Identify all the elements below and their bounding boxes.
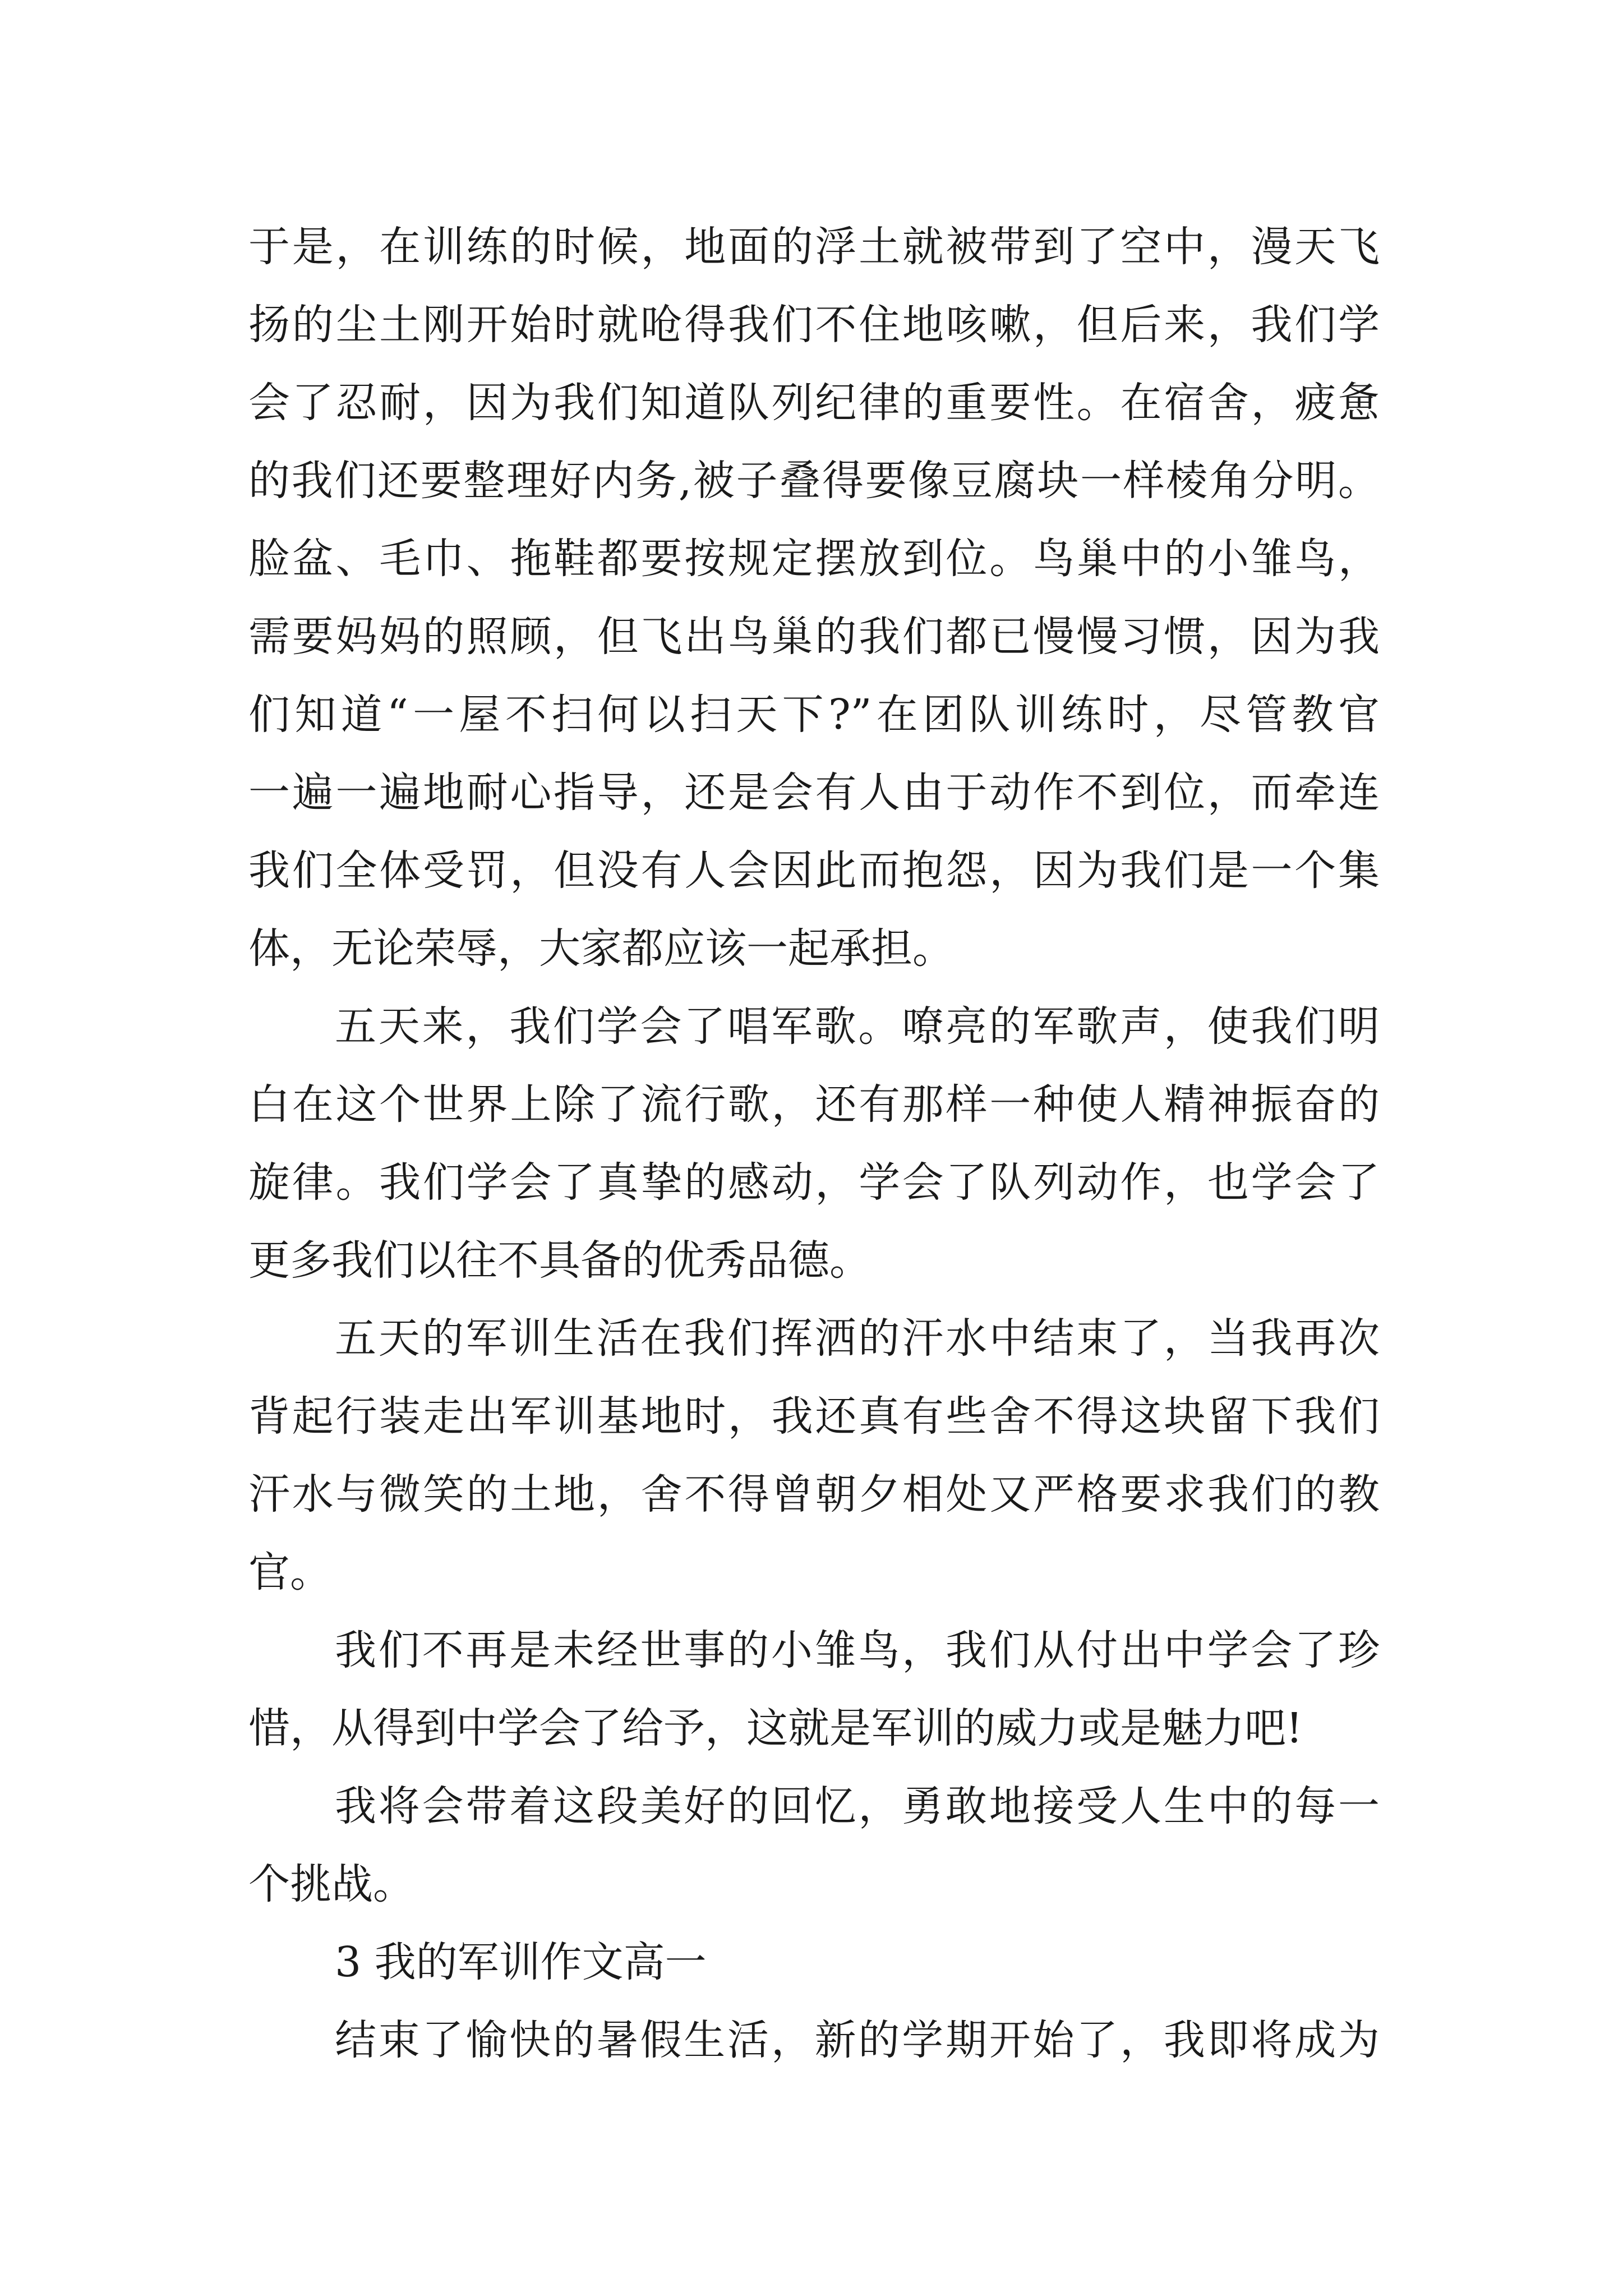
line-text: 的我们还要整理好内务,被子叠得要像豆腐块一样棱角分明。 xyxy=(248,457,1380,505)
text-line xyxy=(0,1533,1623,1612)
line-text: 五天的军训生活在我们挥洒的汗水中结束了，当我再次 xyxy=(335,1314,1380,1363)
line-text: 更多我们以往不具备的优秀品德。 xyxy=(248,1236,871,1285)
text-line xyxy=(0,1845,1623,1924)
line-text: 惜，从得到中学会了给予，这就是军训的威力或是魅力吧! xyxy=(248,1704,1303,1752)
line-text: 结束了愉快的暑假生活，新的学期开始了，我即将成为 xyxy=(335,2016,1380,2064)
line-text: 我们不再是未经世事的小雏鸟，我们从付出中学会了珍 xyxy=(335,1626,1380,1674)
line-text: 背起行装走出军训基地时，我还真有些舍不得这块留下我们 xyxy=(248,1392,1380,1441)
line-text: 个挑战。 xyxy=(248,1860,414,1908)
line-text: 汗水与微笑的土地，舍不得曾朝夕相处又严格要求我们的教 xyxy=(248,1470,1380,1519)
line-text: 于是，在训练的时候，地面的浮土就被带到了空中，漫天飞 xyxy=(248,223,1380,271)
text-line xyxy=(0,364,1623,442)
line-text: 我们全体受罚，但没有人会因此而抱怨，因为我们是一个集 xyxy=(248,846,1380,895)
line-text: 需要妈妈的照顾，但飞出鸟巢的我们都已慢慢习惯，因为我 xyxy=(248,613,1380,661)
text-line xyxy=(0,1767,1623,1846)
line-text: 脸盆、毛巾、拖鞋都要按规定摆放到位。鸟巢中的小雏鸟， xyxy=(248,535,1380,583)
text-line xyxy=(0,441,1623,520)
line-text: 体，无论荣辱，大家都应该一起承担。 xyxy=(248,924,954,973)
text-line xyxy=(0,987,1623,1066)
line-text: 五天来，我们学会了唱军歌。嘹亮的军歌声，使我们明 xyxy=(335,1002,1380,1051)
line-text: 扬的尘土刚开始时就呛得我们不住地咳嗽，但后来，我们学 xyxy=(248,301,1380,349)
text-line xyxy=(0,831,1623,910)
text-line xyxy=(0,1689,1623,1768)
text-line xyxy=(0,753,1623,832)
text-line xyxy=(0,597,1623,676)
line-text: 一遍一遍地耐心指导，还是会有人由于动作不到位，而牵连 xyxy=(248,769,1380,817)
line-text: 会了忍耐，因为我们知道队列纪律的重要性。在宿舍，疲惫 xyxy=(248,379,1380,427)
text-line xyxy=(0,1143,1623,1222)
line-text: 3 我的军训作文高一 xyxy=(335,1938,707,1986)
text-line xyxy=(0,909,1623,988)
line-text: 白在这个世界上除了流行歌，还有那样一种使人精神振奋的 xyxy=(248,1080,1380,1129)
text-line xyxy=(0,1455,1623,1534)
text-line xyxy=(0,1299,1623,1378)
line-text: 官。 xyxy=(248,1548,331,1596)
text-line xyxy=(0,2001,1623,2079)
text-line xyxy=(0,208,1623,286)
line-text: 我将会带着这段美好的回忆，勇敢地接受人生中的每一 xyxy=(335,1782,1380,1830)
text-line xyxy=(0,1377,1623,1456)
text-line xyxy=(0,286,1623,364)
text-line xyxy=(0,519,1623,598)
text-line xyxy=(0,1611,1623,1690)
text-line xyxy=(0,675,1623,754)
text-line xyxy=(0,1065,1623,1144)
line-text: 旋律。我们学会了真挚的感动，学会了队列动作，也学会了 xyxy=(248,1158,1380,1207)
text-line xyxy=(0,1221,1623,1300)
section-heading xyxy=(0,1923,1623,2001)
line-text: 们知道“一屋不扫何以扫天下?”在团队训练时，尽管教官 xyxy=(248,691,1380,739)
